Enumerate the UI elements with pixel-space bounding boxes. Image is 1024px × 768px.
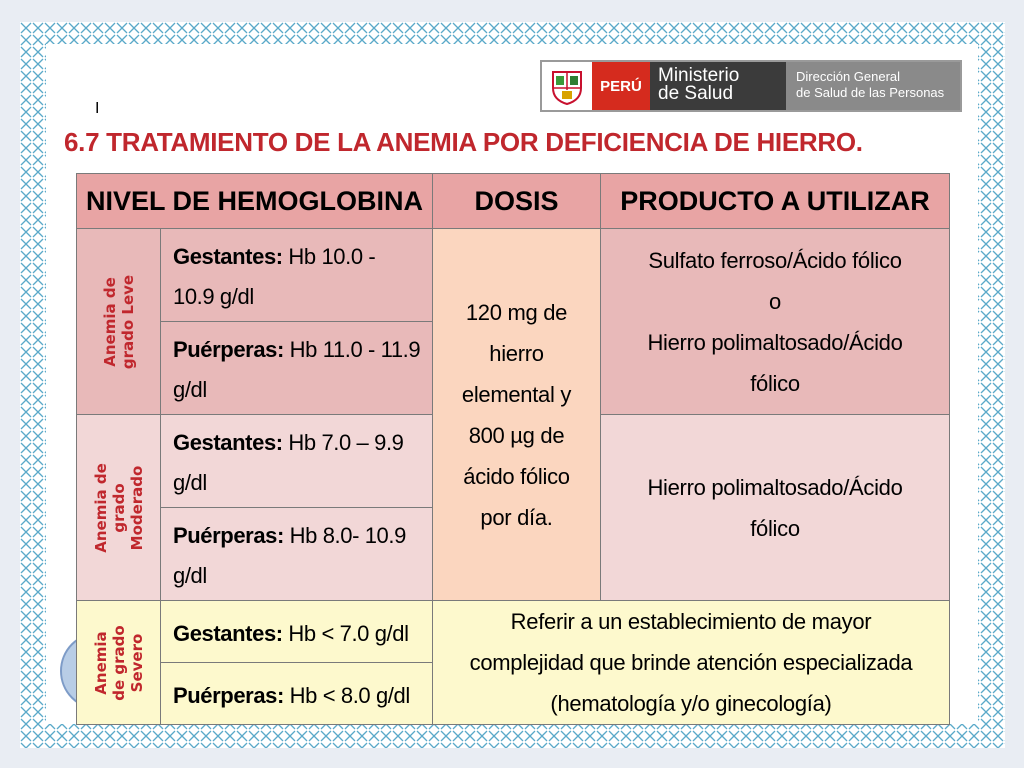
condition-cell: Puérperas: Hb < 8.0 g/dl	[161, 663, 433, 725]
condition-cell: Puérperas: Hb 11.0 - 11.9 g/dl	[161, 322, 433, 415]
product-moderado-cell: Hierro polimaltosado/Ácido fólico	[601, 415, 950, 601]
table-row	[77, 229, 950, 322]
condition-cell: Gestantes: Hb < 7.0 g/dl	[161, 601, 433, 663]
group-label-leve: Anemia de grado Leve	[77, 229, 161, 415]
group-label-severo: Anemia de grado Severo	[77, 601, 161, 725]
product-leve-cell: Sulfato ferroso/Ácido fólico o Hierro polimaltosado/Ácido fólico	[601, 229, 950, 415]
coat-of-arms-icon	[542, 62, 592, 110]
product-severo-cell: Referir a un establecimiento de mayor complejidad que brinde atención especializada (hematología y/o ginecología)	[433, 601, 950, 725]
condition-cell: Puérperas: Hb 8.0- 10.9 g/dl	[161, 508, 433, 601]
ministry-logo	[540, 60, 962, 112]
table-header-row	[77, 174, 950, 229]
header-dose: DOSIS	[433, 174, 601, 229]
header-product: PRODUCTO A UTILIZAR	[601, 174, 950, 229]
department-label: Dirección General de Salud de las Personas	[786, 62, 960, 110]
table-row	[77, 601, 950, 663]
text-marker: I	[95, 100, 100, 117]
page-title: 6.7 TRATAMIENTO DE LA ANEMIA POR DEFICIENCIA DE HIERRO.	[64, 127, 863, 157]
group-label-moderado: Anemia de grado Moderado	[77, 415, 161, 601]
header-hemoglobin: NIVEL DE HEMOGLOBINA	[77, 174, 433, 229]
ministry-label: Ministerio de Salud	[650, 62, 786, 110]
condition-cell: Gestantes: Hb 7.0 – 9.9 g/dl	[161, 415, 433, 508]
dose-cell: 120 mg de hierro elemental y 800 µg de ácido fólico por día.	[433, 229, 601, 601]
treatment-table	[76, 173, 950, 725]
condition-cell: Gestantes: Hb 10.0 - 10.9 g/dl	[161, 229, 433, 322]
country-label: PERÚ	[592, 62, 650, 110]
